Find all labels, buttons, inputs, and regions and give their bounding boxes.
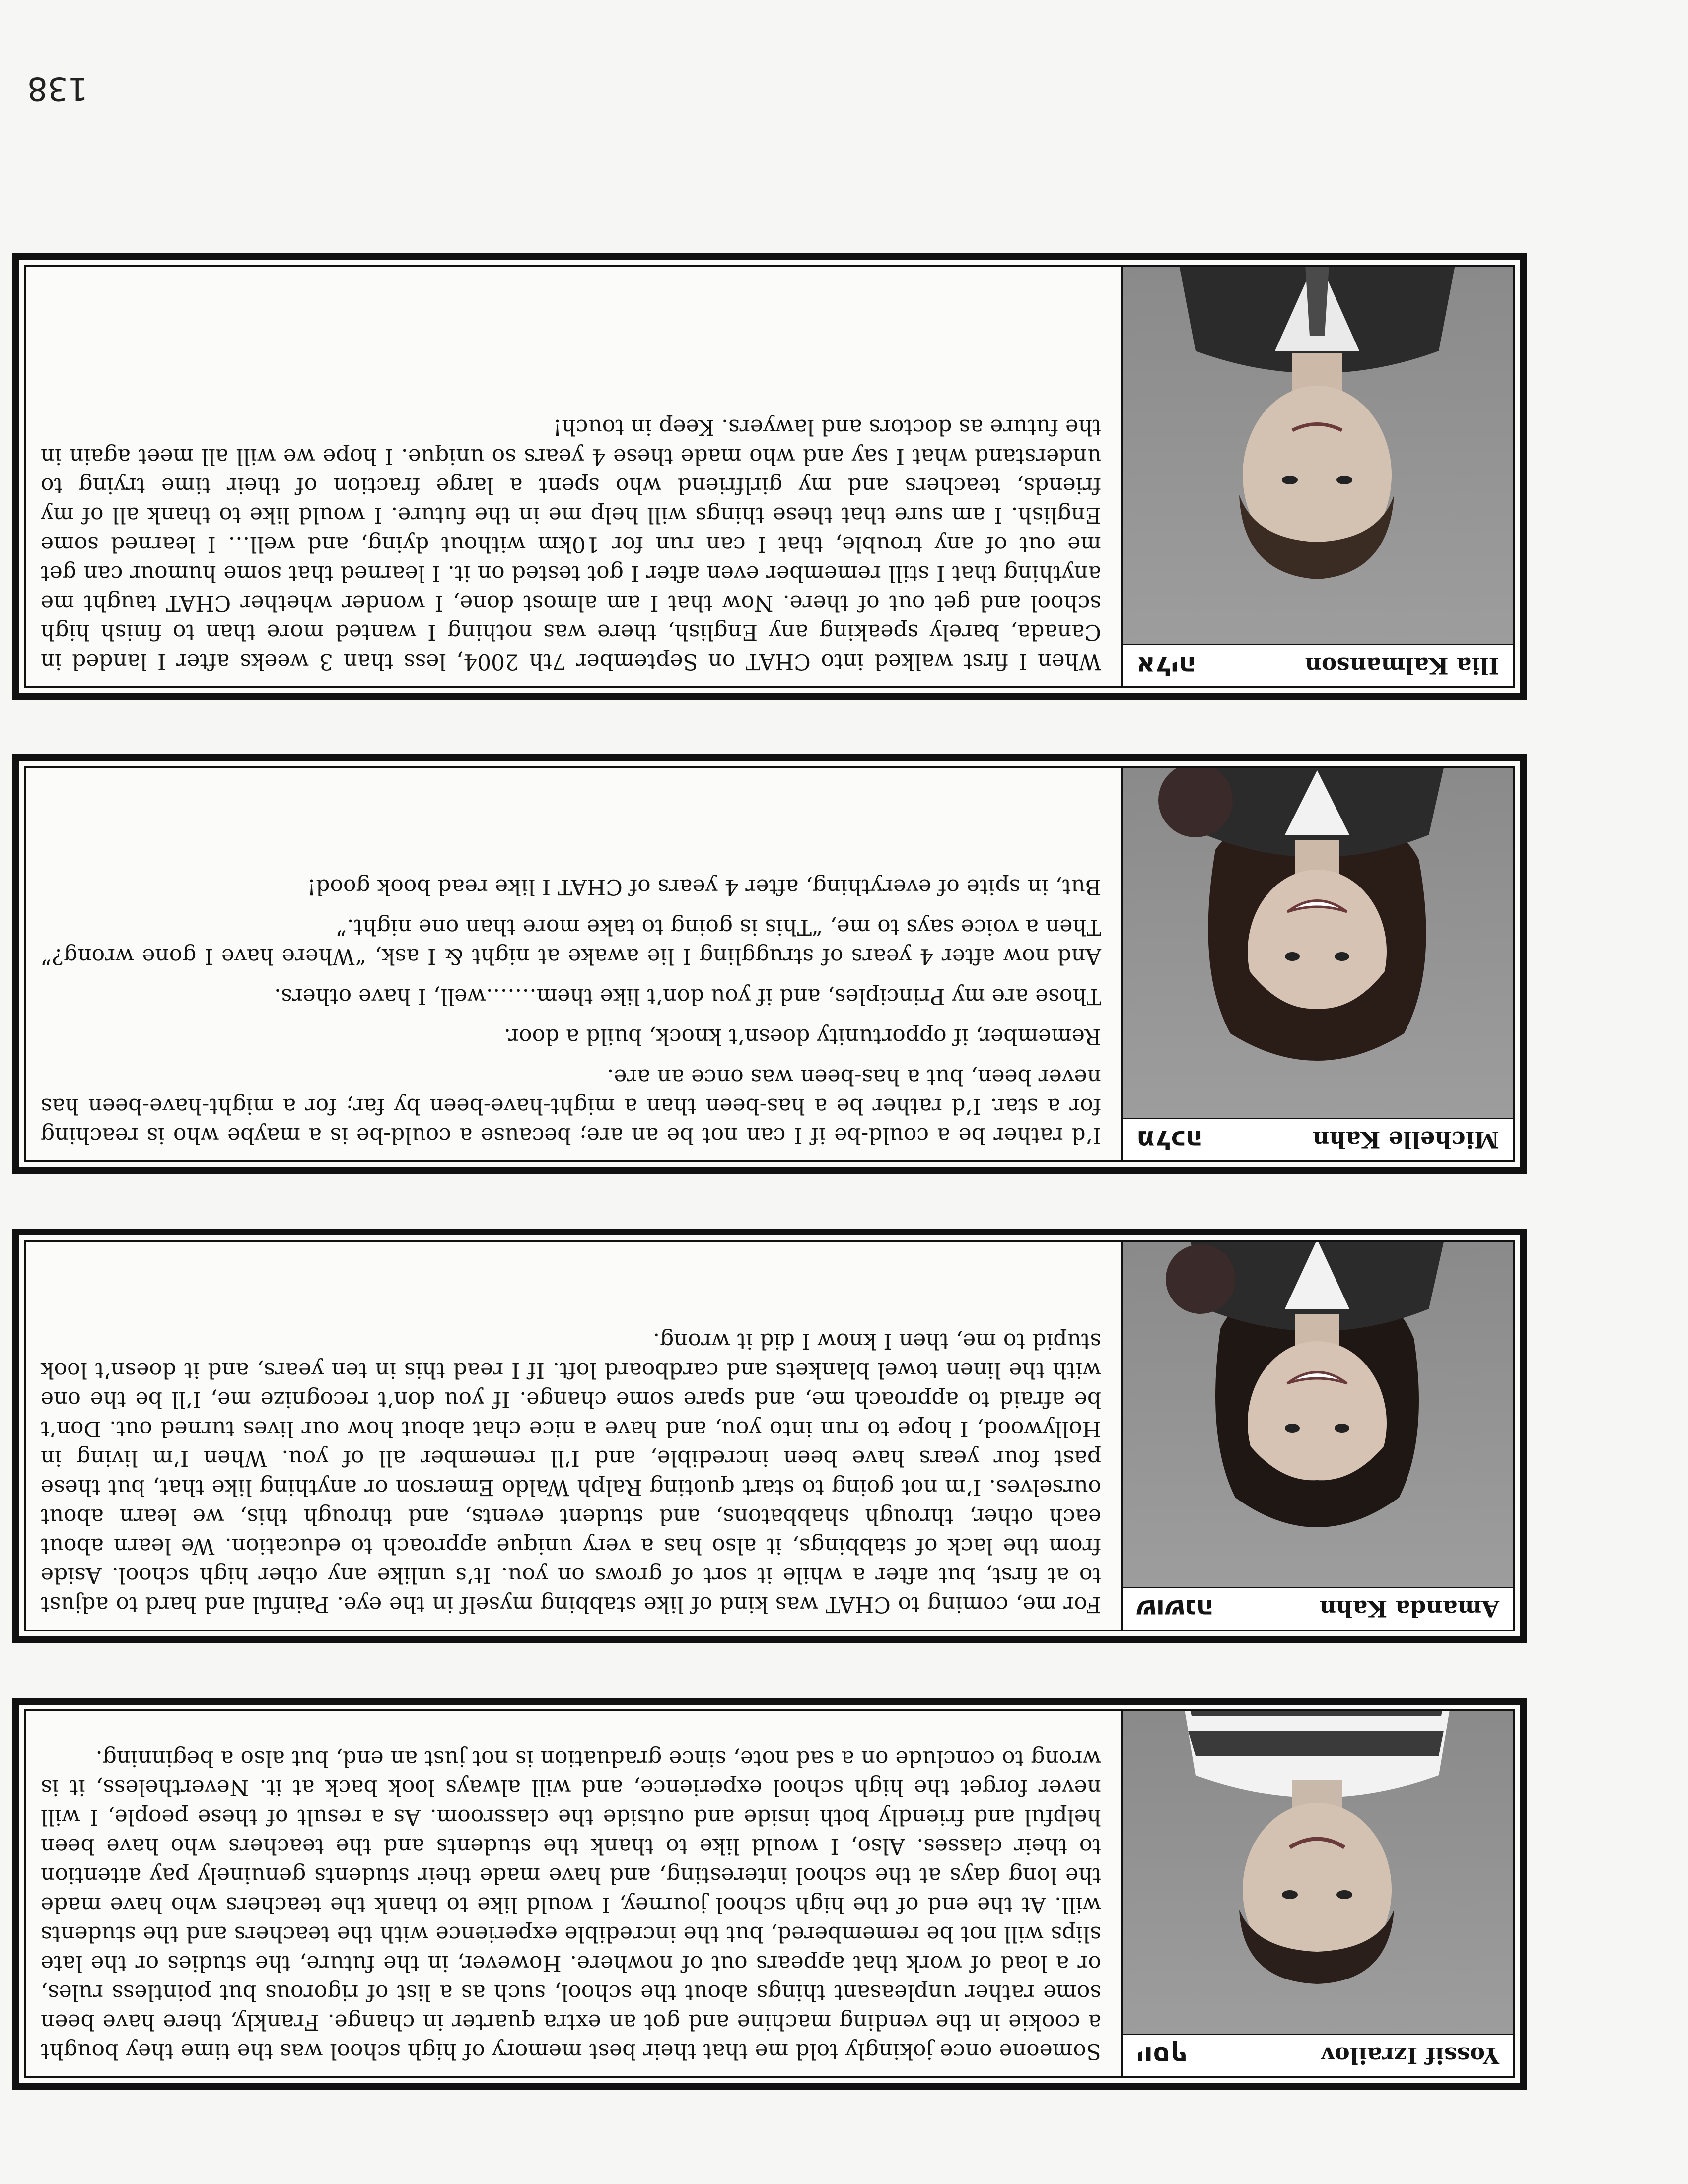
- student-name: Ilia Kalmanson: [1305, 652, 1499, 680]
- hebrew-name: מלכה: [1136, 1125, 1203, 1155]
- portrait-girl-curly-hair-icon: [1121, 768, 1513, 1118]
- name-bar: [1121, 2034, 1513, 2076]
- bio-paragraph: Remember, if opportunity doesn’t knock, build a door.: [503, 1024, 1101, 1050]
- name-bar: [1121, 1118, 1513, 1160]
- portrait-boy-suit-tie-icon: [1121, 267, 1513, 644]
- student-name: Amanda Kahn: [1319, 1595, 1499, 1623]
- entry-inner-frame: [24, 766, 1515, 1162]
- hebrew-name: שושנה: [1136, 1594, 1214, 1624]
- page-number: 138: [27, 70, 88, 107]
- student-portrait: [1121, 1242, 1513, 1587]
- bio-paragraph: But, in spite of everything, after 4 years of CHAT I like read book good!: [307, 874, 1101, 900]
- hebrew-name: אליה: [1136, 651, 1196, 681]
- student-portrait: [1121, 1711, 1513, 2034]
- student-entry-michelle-kahn: [12, 754, 1527, 1174]
- entry-inner-frame: [24, 265, 1515, 688]
- student-name: Michelle Kahn: [1312, 1126, 1499, 1154]
- bio-paragraph: For me, coming to CHAT was kind of like stabbing myself in the eye. Painful and hard to adjust to at first, but after a while it sort of grows on you. It’s unlike any other high school. Aside from the lack of stabbings, it also has a very unique approach to education. We learn about each other, through shabbatons, and student events, and through this, we learn about ourselves. I’m not going to start quoting Ralph Waldo Emerson or anything like that, but these past four years have been incredible, and I’ll remember all of you. When I’m living in Hollywood, I hope to run into you, and have a nice chat about how our lives turned out. Don’t be afraid to approach me, and spare some change. If you don’t recognize me, I’ll be the one with the linen towel blankets and cardboard loft. If I read this in ten years, and it doesn’t look stupid to me, then I know I did it wrong.: [41, 1328, 1101, 1617]
- student-name: Yossif Izrailov: [1321, 2042, 1499, 2069]
- name-bar: [1121, 644, 1513, 686]
- bio-paragraph: Those are my Principles, and if you don’t like them…….well, I have others.: [274, 984, 1101, 1010]
- bio-text: [41, 275, 1101, 676]
- student-portrait: [1121, 768, 1513, 1118]
- bio-text: [41, 777, 1101, 1150]
- student-portrait: [1121, 267, 1513, 644]
- name-bar: [1121, 1587, 1513, 1630]
- portrait-girl-long-hair-icon: [1121, 1242, 1513, 1587]
- bio-paragraph: When I first walked into CHAT on September 7th 2004, less than 3 weeks after I landed in Canada, barely speaking any English, there was nothing I wanted more than to finish high school and get out of there. Now that I am almost done, I wonder whether CHAT taught me anything that I still remember even after I got tested on it. I learned that some humour can get me out of any trouble, that I can run for 10km without dying, and well… I learned some English. I am sure that these things will help me in the future. I would like to thank all of my friends, teachers and my girlfriend who spent a large fraction of their time trying to understand what I say and who made these 4 years so unique. I hope we will all meet again in the future as doctors and lawyers. Keep in touch!: [41, 414, 1101, 674]
- student-entry-amanda-kahn: [12, 1228, 1527, 1643]
- bio-paragraph: And now after 4 years of struggling I lie awake at night & I ask, “Where have I gone wrong?” Then a voice says to me, “This is going to take more than one night.”: [41, 914, 1101, 969]
- bio-paragraph: Someone once jokingly told me that their best memory of high school was the time they bought a cookie in the vending machine and got an extra quarter in change. Frankly, there have been some rather unpleasant things about the school, such as a list of rigorous but pointless rules, or a load of work that appears out of nowhere. However, in the future, the studies or the late slips will not be remembered, but the incredible experience with the teachers and the students will. At the end of the high school journey, I would like to thank the teachers who have made the long days at the school interesting, and have made their students genuinely pay attention to their classes. Also, I would like to thank the students and the teachers who have been helpful and friendly both inside and outside the classroom. As a result of these people, I will never forget the high school experience, and will always look back at it. Nevertheless, it is wrong to conclude on a sad note, since graduation is not just an end, but also a beginning.: [41, 1746, 1101, 2064]
- entry-inner-frame: [24, 1240, 1515, 1631]
- student-entry-izrailov: [12, 1698, 1527, 2090]
- bio-paragraph: I’d rather be a could-be if I can not be an are; because a could-be is a maybe who is reaching for a star. I’d rather be a has-been than a might-have-been by far; for a might-have-been has never been, but a has-been was once an are.: [41, 1064, 1101, 1148]
- student-entry-kalmanson: [12, 253, 1527, 700]
- portrait-boy-striped-shirt-icon: [1121, 1711, 1513, 2034]
- hebrew-name: יוסף: [1136, 2041, 1188, 2071]
- entry-inner-frame: [24, 1709, 1515, 2078]
- bio-text: [41, 1720, 1101, 2065]
- bio-text: [41, 1251, 1101, 1619]
